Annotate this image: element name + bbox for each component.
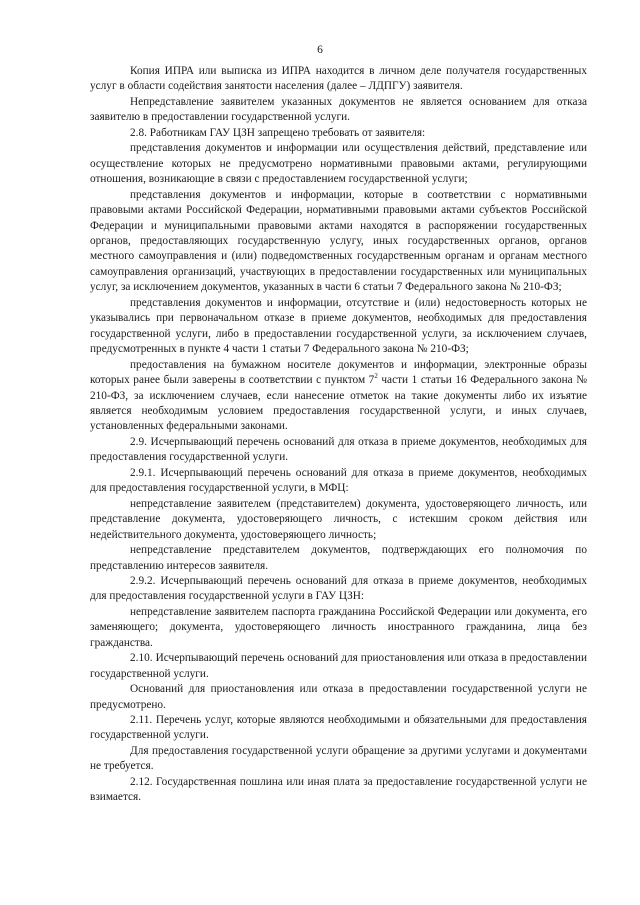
paragraph: представления документов и информации или осуществления действий, представление или осуществление которых не предусмотрено нормативными правовыми актами, регулирующими отношения, возникающие в связи с предоставлением государственной услуги; [90,142,587,186]
paragraph: непредставление заявителем паспорта гражданина Российской Федерации или документа, его заменяющего; документа, удостоверяющего личность иностранного гражданина, лица без гражданства. [90,605,587,649]
paragraph: непредставление заявителем (представителем) документа, удостоверяющего личность, или представление документа, удостоверяющего личность, с истекшим сроком действия или недействительного документа, удостоверяющего личность; [90,497,587,541]
paragraph-text: предоставления на бумажном носителе документов и информации, электронные образы которых ранее были заверены в соответствии с пунктом 7 [90,358,587,387]
paragraph-text: части 1 статьи 16 Федерального закона № 210-ФЗ, за исключением случаев, если нанесение отметок на такие документы либо их изъятие является необходимым условием предоставления государственной услуги, и иных случаев, установленных федеральными законами. [90,374,587,433]
paragraph: непредставление представителем документов, подтверждающих его полномочия по представлению интересов заявителя. [90,544,587,572]
page-number: 6 [317,44,323,56]
paragraph: 2.10. Исчерпывающий перечень оснований для приостановления или отказа в предоставлении государственной услуги. [90,652,587,680]
paragraph [90,358,587,435]
paragraph: 2.9.2. Исчерпывающий перечень оснований для отказа в приеме документов, необходимых для предоставления государственной услуги в ГАУ ЦЗН: [90,574,587,603]
paragraph: 2.8. Работникам ГАУ ЦЗН запрещено требовать от заявителя: [130,126,426,139]
paragraph: 2.11. Перечень услуг, которые являются необходимыми и обязательными для предоставления государственной услуги. [90,714,587,742]
paragraph: Копия ИПРА или выписка из ИПРА находится в личном деле получателя государственных услуг в области содействия занятости населения (далее – ЛДПГУ) заявителя. [90,65,587,93]
paragraph: 2.9. Исчерпывающий перечень оснований для отказа в приеме документов, необходимых для предоставления государственной услуги. [90,435,587,464]
paragraph: Непредставление заявителем указанных документов не является основанием для отказа заявителю в предоставлении государственной услуги. [90,95,587,124]
paragraph: представления документов и информации, отсутствие и (или) недостоверность которых не указывались при первоначальном отказе в приеме документов, необходимых для предоставления государственной услуги, либо в предоставлении государственной услуги, за исключением случаев, предусмотренных в пункте 4 части 1 статьи 7 Федерального закона № 210-ФЗ; [90,296,587,356]
document-body [90,64,587,806]
paragraph: Оснований для приостановления или отказа в предоставлении государственной услуги не предусмотрено. [90,683,587,711]
superscript: 2 [374,372,378,381]
paragraph: представления документов и информации, которые в соответствии с нормативными правовыми актами Российской Федерации, нормативными правовыми актами субъектов Российской Федерации и муниципальными правовыми актами находятся в распоряжении государственных органов, предоставляющих государственную услугу, иных государственных органов, органов местного самоуправления и (или) подведомственных государственным органам и органам местного самоуправления организаций, участвующих в предоставлении государственных или муниципальных услуг, за исключением документов, указанных в части 6 статьи 7 Федерального закона № 210-ФЗ; [90,188,587,294]
paragraph: 2.9.1. Исчерпывающий перечень оснований для отказа в приеме документов, необходимых для предоставления государственной услуги, в МФЦ: [90,466,587,495]
paragraph: Для предоставления государственной услуги обращение за другими услугами и документами не требуется. [90,744,587,773]
paragraph: 2.12. Государственная пошлина или иная плата за предоставление государственной услуги не взимается. [90,775,587,804]
